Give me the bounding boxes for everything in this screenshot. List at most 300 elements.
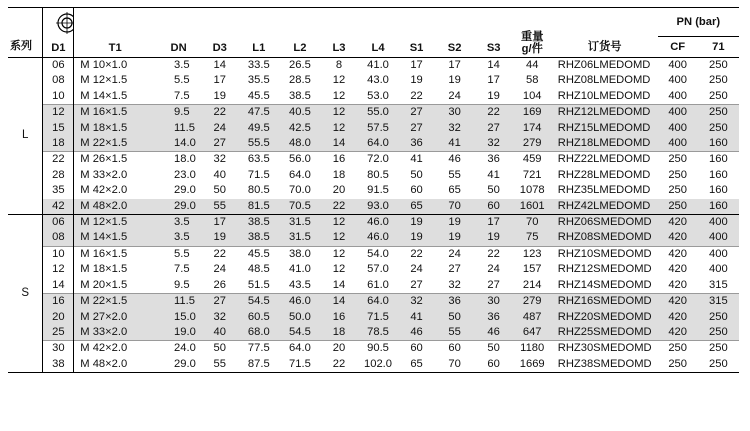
dn-cell: 3.5 [156, 230, 201, 246]
d3-cell: 17 [201, 215, 238, 231]
s2-cell: 36 [435, 294, 475, 310]
l1-cell: 51.5 [247, 278, 270, 291]
pn-cf-cell: 250 [658, 199, 698, 215]
l4-cell: 46.0 [357, 215, 398, 231]
l1-cell: 48.5 [247, 263, 270, 276]
pn-cf-cell: 250 [658, 357, 698, 373]
d1-cell: 10 [43, 246, 74, 262]
l4-cell: 93.0 [357, 199, 398, 215]
d1-cell: 12 [43, 262, 74, 277]
l2-cell: 31.5 [279, 230, 320, 246]
s3-cell: 17 [475, 215, 513, 231]
l2-header: L2 [279, 8, 320, 58]
d1-cell: 08 [43, 73, 74, 88]
weight-cell: 1669 [513, 357, 552, 373]
weight-cell: 174 [513, 121, 552, 136]
s2-header: S2 [435, 8, 475, 58]
l1-cell: 45.5 [247, 89, 270, 102]
s1-cell: 46 [399, 325, 435, 341]
dn-cell: 7.5 [174, 89, 190, 102]
l3-cell: 18 [332, 168, 346, 181]
table-row [8, 310, 739, 325]
d3-cell: 55 [201, 357, 238, 373]
l1-cell: 54.5 [238, 294, 279, 310]
l1-cell: 35.5 [247, 74, 270, 87]
t1-cell: M 14×1.5 [74, 230, 156, 246]
t1-cell: M 14×1.5 [80, 89, 128, 102]
pn-cf-cell: 400 [668, 89, 687, 102]
l3-cell: 12 [332, 89, 346, 102]
l3-cell: 12 [320, 121, 357, 136]
table-row [8, 262, 739, 277]
l2-cell: 28.5 [289, 74, 311, 87]
pn-cf-cell: 420 [658, 246, 698, 262]
l2-cell: 31.5 [279, 215, 320, 231]
d3-cell: 27 [201, 294, 238, 310]
pn-71-cell: 400 [698, 246, 739, 262]
l2-cell: 38.5 [289, 89, 311, 102]
d1-cell: 42 [43, 199, 74, 215]
d1-cell: 20 [43, 310, 74, 325]
d1-cell: 22 [43, 152, 74, 168]
l1-cell: 38.5 [238, 230, 279, 246]
pn-71-header: 71 [698, 37, 739, 58]
order-code-cell: RHZ16SMEDOMD [552, 294, 658, 310]
s1-cell: 27 [399, 105, 435, 121]
d1-cell: 30 [43, 341, 74, 357]
dn-cell: 7.5 [174, 263, 190, 276]
t1-cell: M 20×1.5 [80, 278, 128, 291]
l1-cell: 71.5 [247, 168, 270, 181]
s3-cell: 41 [487, 168, 500, 181]
pn-71-cell: 250 [698, 310, 739, 325]
pn-cf-cell: 420 [658, 325, 698, 341]
t1-cell: M 26×1.5 [74, 152, 156, 168]
l2-cell: 40.5 [279, 105, 320, 121]
s2-cell: 41 [435, 136, 475, 152]
pn-71-cell: 250 [709, 74, 728, 87]
d3-cell: 50 [201, 341, 238, 357]
dn-cell: 18.0 [156, 152, 201, 168]
s1-cell: 22 [399, 246, 435, 262]
order-code-cell: RHZ06LMEDOMD [552, 58, 658, 74]
s3-cell: 50 [487, 184, 500, 197]
weight-cell: 169 [513, 105, 552, 121]
t1-cell: M 33×2.0 [80, 168, 128, 181]
d1-cell: 06 [43, 58, 74, 74]
order-code-cell: RHZ12LMEDOMD [552, 105, 658, 121]
weight-cell: 487 [513, 310, 552, 325]
l2-cell: 38.0 [279, 246, 320, 262]
t1-cell: M 22×1.5 [74, 294, 156, 310]
d1-cell: 35 [43, 183, 74, 198]
order-code-cell: RHZ14SMEDOMD [557, 278, 652, 291]
dn-cell: 29.0 [174, 184, 196, 197]
table-row [8, 341, 739, 357]
d1-cell: 15 [43, 121, 74, 136]
s1-cell: 41 [399, 152, 435, 168]
order-code-cell: RHZ35LMEDOMD [557, 184, 651, 197]
pn-71-cell: 250 [709, 89, 728, 102]
dn-cell: 29.0 [156, 199, 201, 215]
s2-cell: 50 [435, 310, 475, 325]
table-row [8, 136, 739, 152]
pn-cf-cell: 250 [658, 341, 698, 357]
pn-cf-cell: 420 [658, 294, 698, 310]
d3-cell: 40 [213, 168, 226, 181]
l2-cell: 42.5 [279, 121, 320, 136]
d3-header: D3 [201, 8, 238, 58]
dn-cell: 9.5 [174, 278, 190, 291]
pn-cf-cell: 400 [668, 74, 687, 87]
l1-cell: 68.0 [238, 325, 279, 341]
table-row [8, 230, 739, 246]
pn-71-cell: 250 [698, 325, 739, 341]
s1-cell: 27 [410, 278, 423, 291]
dn-cell: 3.5 [156, 215, 201, 231]
t1-cell: M 18×1.5 [74, 121, 156, 136]
d3-cell: 17 [213, 74, 226, 87]
s3-cell: 14 [475, 58, 513, 74]
l3-cell: 22 [320, 357, 357, 373]
t1-cell: M 22×1.5 [74, 136, 156, 152]
table-row [8, 325, 739, 341]
l3-cell: 16 [320, 310, 357, 325]
l4-cell: 91.5 [367, 184, 389, 197]
pn-71-cell: 250 [698, 341, 739, 357]
series-cell: S [8, 215, 43, 373]
d3-cell: 40 [201, 325, 238, 341]
s2-cell: 32 [448, 278, 461, 291]
s3-cell: 32 [475, 136, 513, 152]
l3-cell: 14 [332, 278, 346, 291]
l1-cell: 60.5 [238, 310, 279, 325]
l3-cell: 12 [332, 74, 346, 87]
weight-cell: 75 [513, 230, 552, 246]
pn-71-cell: 400 [698, 230, 739, 246]
s3-cell: 60 [475, 357, 513, 373]
order-code-cell: RHZ25SMEDOMD [552, 325, 658, 341]
s2-cell: 24 [435, 246, 475, 262]
t1-cell: M 10×1.0 [74, 58, 156, 74]
l3-cell: 16 [320, 152, 357, 168]
weight-cell: 123 [513, 246, 552, 262]
weight-cell: 721 [522, 168, 542, 181]
s1-cell: 22 [410, 89, 423, 102]
l4-cell: 71.5 [357, 310, 398, 325]
pn-71-cell: 400 [698, 215, 739, 231]
s1-cell: 36 [399, 136, 435, 152]
t1-cell: M 48×2.0 [74, 199, 156, 215]
table-row [8, 199, 739, 215]
weight-cell: 1601 [513, 199, 552, 215]
l1-cell: 33.5 [238, 58, 279, 74]
d3-cell: 22 [201, 246, 238, 262]
t1-cell: M 42×2.0 [80, 184, 128, 197]
l4-header: L4 [357, 8, 398, 58]
dn-cell: 23.0 [174, 168, 196, 181]
pn-cf-cell: 400 [658, 121, 698, 136]
l3-cell: 12 [332, 263, 346, 276]
t1-cell: M 18×1.5 [80, 263, 128, 276]
order-code-cell: RHZ10SMEDOMD [552, 246, 658, 262]
d3-cell: 27 [201, 136, 238, 152]
s3-cell: 27 [487, 278, 500, 291]
pn-71-cell: 400 [709, 263, 728, 276]
weight-cell: 1180 [513, 341, 552, 357]
d3-cell: 32 [201, 310, 238, 325]
pn-71-cell: 250 [698, 105, 739, 121]
d3-cell: 32 [201, 152, 238, 168]
l3-cell: 12 [320, 246, 357, 262]
s1-cell: 24 [410, 263, 423, 276]
order-code-cell: RHZ18LMEDOMD [552, 136, 658, 152]
l1-cell: 49.5 [238, 121, 279, 136]
spec-table [8, 7, 739, 373]
t1-cell: M 42×2.0 [74, 341, 156, 357]
s1-cell: 19 [399, 230, 435, 246]
d1-cell: 38 [43, 357, 74, 373]
table-row [8, 357, 739, 373]
d1-cell: 25 [43, 325, 74, 341]
l2-cell: 54.5 [279, 325, 320, 341]
table-row [8, 183, 739, 198]
l1-cell: 81.5 [238, 199, 279, 215]
s2-cell: 30 [435, 105, 475, 121]
l4-cell: 72.0 [357, 152, 398, 168]
l3-cell: 18 [320, 325, 357, 341]
l2-cell: 46.0 [279, 294, 320, 310]
l3-cell: 22 [320, 199, 357, 215]
pn-cf-cell: 420 [668, 263, 687, 276]
l2-cell: 26.5 [279, 58, 320, 74]
l2-cell: 41.0 [289, 263, 311, 276]
weight-cell: 44 [513, 58, 552, 74]
order-code-cell: RHZ10LMEDOMD [557, 89, 651, 102]
l4-cell: 78.5 [357, 325, 398, 341]
dn-header: DN [156, 8, 201, 58]
order-code-cell: RHZ15LMEDOMD [552, 121, 658, 136]
d1-cell: 12 [43, 105, 74, 121]
dn-cell: 5.5 [174, 74, 190, 87]
pn-cf-cell: 250 [658, 152, 698, 168]
d1-header [43, 8, 74, 58]
s2-cell: 65 [448, 184, 461, 197]
t1-cell: M 12×1.5 [80, 74, 128, 87]
l3-cell: 12 [320, 215, 357, 231]
l4-cell: 54.0 [357, 246, 398, 262]
s2-cell: 19 [435, 215, 475, 231]
table-row [8, 152, 739, 168]
pn-cf-header: CF [658, 37, 698, 58]
l2-cell: 56.0 [279, 152, 320, 168]
series-header-label: 系列 [10, 40, 32, 52]
l3-cell: 12 [320, 105, 357, 121]
weight-cell: 157 [522, 263, 542, 276]
t1-header: T1 [74, 8, 156, 58]
weight-header-label: 重量 [521, 31, 544, 43]
l1-cell: 38.5 [238, 215, 279, 231]
l4-cell: 55.0 [357, 105, 398, 121]
l3-header: L3 [320, 8, 357, 58]
dn-cell: 15.0 [156, 310, 201, 325]
s2-cell: 19 [435, 230, 475, 246]
weight-cell: 1078 [519, 184, 545, 197]
l1-cell: 80.5 [247, 184, 270, 197]
s3-cell: 27 [475, 121, 513, 136]
d3-cell: 14 [201, 58, 238, 74]
pn-71-cell: 250 [698, 121, 739, 136]
weight-cell: 214 [522, 278, 542, 291]
s1-cell: 65 [399, 199, 435, 215]
d1-cell: 18 [43, 136, 74, 152]
pn-71-cell: 160 [698, 152, 739, 168]
s1-cell: 60 [410, 184, 423, 197]
d3-cell: 55 [201, 199, 238, 215]
l3-cell: 8 [320, 58, 357, 74]
d1-cell: 06 [43, 215, 74, 231]
order-code-cell: RHZ30SMEDOMD [552, 341, 658, 357]
s3-cell: 30 [475, 294, 513, 310]
dn-cell: 29.0 [156, 357, 201, 373]
s2-cell: 70 [435, 199, 475, 215]
l4-cell: 64.0 [357, 294, 398, 310]
dn-cell: 9.5 [156, 105, 201, 121]
table-row [8, 215, 739, 231]
s2-cell: 70 [435, 357, 475, 373]
pn-cf-cell: 250 [668, 168, 687, 181]
l1-cell: 47.5 [238, 105, 279, 121]
pn-cf-cell: 250 [668, 184, 687, 197]
weight-cell: 459 [513, 152, 552, 168]
s1-cell: 19 [399, 215, 435, 231]
l1-cell: 55.5 [238, 136, 279, 152]
order-code-cell: RHZ20SMEDOMD [552, 310, 658, 325]
t1-cell: M 33×2.0 [74, 325, 156, 341]
l4-cell: 80.5 [367, 168, 389, 181]
l2-cell: 70.5 [279, 199, 320, 215]
l1-cell: 63.5 [238, 152, 279, 168]
l3-cell: 14 [320, 294, 357, 310]
t1-cell: M 16×1.5 [74, 105, 156, 121]
l4-cell: 102.0 [357, 357, 398, 373]
dn-cell: 14.0 [156, 136, 201, 152]
l4-cell: 41.0 [357, 58, 398, 74]
pn-cf-cell: 420 [668, 278, 687, 291]
d1-cell: 16 [43, 294, 74, 310]
pn-71-cell: 250 [698, 357, 739, 373]
l2-cell: 71.5 [279, 357, 320, 373]
l2-cell: 50.0 [279, 310, 320, 325]
l4-cell: 53.0 [367, 89, 389, 102]
order-code-cell: RHZ08SMEDOMD [552, 230, 658, 246]
table-row [8, 278, 739, 294]
weight-header [513, 8, 552, 58]
l2-cell: 43.5 [289, 278, 311, 291]
s2-cell: 46 [435, 152, 475, 168]
d1-header-label: D1 [51, 42, 66, 54]
table-row [8, 105, 739, 121]
s2-cell: 24 [448, 89, 461, 102]
order-code-cell: RHZ28LMEDOMD [557, 168, 651, 181]
spec-table-wrapper [8, 7, 739, 373]
pn-71-cell: 160 [709, 168, 728, 181]
weight-cell: 70 [513, 215, 552, 231]
order-code-header: 订货号 [552, 8, 658, 58]
dn-cell: 19.0 [156, 325, 201, 341]
s3-cell: 22 [475, 246, 513, 262]
table-row [8, 246, 739, 262]
dn-cell: 11.5 [156, 294, 201, 310]
pn-header: PN (bar) [676, 16, 721, 28]
pn-cf-cell: 420 [658, 310, 698, 325]
l1-header: L1 [238, 8, 279, 58]
s3-cell: 36 [475, 152, 513, 168]
s1-cell: 17 [399, 58, 435, 74]
weight-cell: 104 [522, 89, 542, 102]
pn-cf-cell: 400 [658, 58, 698, 74]
s2-cell: 17 [435, 58, 475, 74]
weight-cell: 58 [525, 74, 539, 87]
s2-cell: 60 [435, 341, 475, 357]
table-row [8, 89, 739, 105]
l4-cell: 64.0 [357, 136, 398, 152]
order-code-cell: RHZ22LMEDOMD [552, 152, 658, 168]
dn-cell: 24.0 [156, 341, 201, 357]
l2-cell: 64.0 [289, 168, 311, 181]
s3-cell: 19 [487, 89, 500, 102]
pn-cf-cell: 420 [658, 215, 698, 231]
l2-cell: 48.0 [279, 136, 320, 152]
d3-cell: 24 [201, 121, 238, 136]
order-code-cell: RHZ12SMEDOMD [557, 263, 652, 276]
t1-cell: M 12×1.5 [74, 215, 156, 231]
s3-cell: 17 [487, 74, 500, 87]
pn-71-cell: 250 [698, 58, 739, 74]
order-code-cell: RHZ08LMEDOMD [557, 74, 651, 87]
dn-cell: 3.5 [156, 58, 201, 74]
weight-cell: 647 [513, 325, 552, 341]
s3-cell: 24 [487, 263, 500, 276]
s2-cell: 32 [435, 121, 475, 136]
t1-cell: M 27×2.0 [74, 310, 156, 325]
l1-cell: 45.5 [238, 246, 279, 262]
s1-cell: 19 [410, 74, 423, 87]
pn-71-cell: 160 [698, 199, 739, 215]
order-code-cell: RHZ38SMEDOMD [552, 357, 658, 373]
s3-cell: 46 [475, 325, 513, 341]
pn-71-cell: 315 [709, 278, 728, 291]
weight-header-unit: g/件 [521, 43, 543, 55]
d3-cell: 22 [201, 105, 238, 121]
order-code-cell: RHZ06SMEDOMD [552, 215, 658, 231]
l4-cell: 90.5 [357, 341, 398, 357]
s3-cell: 36 [475, 310, 513, 325]
s3-cell: 50 [475, 341, 513, 357]
thread-symbol-icon [56, 12, 73, 34]
l1-cell: 87.5 [238, 357, 279, 373]
s3-cell: 22 [475, 105, 513, 121]
l4-cell: 43.0 [367, 74, 389, 87]
table-row [8, 73, 739, 88]
s1-cell: 32 [399, 294, 435, 310]
d1-cell: 08 [43, 230, 74, 246]
pn-71-cell: 315 [698, 294, 739, 310]
pn-cf-cell: 400 [658, 105, 698, 121]
s3-cell: 60 [475, 199, 513, 215]
t1-cell: M 16×1.5 [74, 246, 156, 262]
d1-cell: 14 [43, 278, 74, 294]
